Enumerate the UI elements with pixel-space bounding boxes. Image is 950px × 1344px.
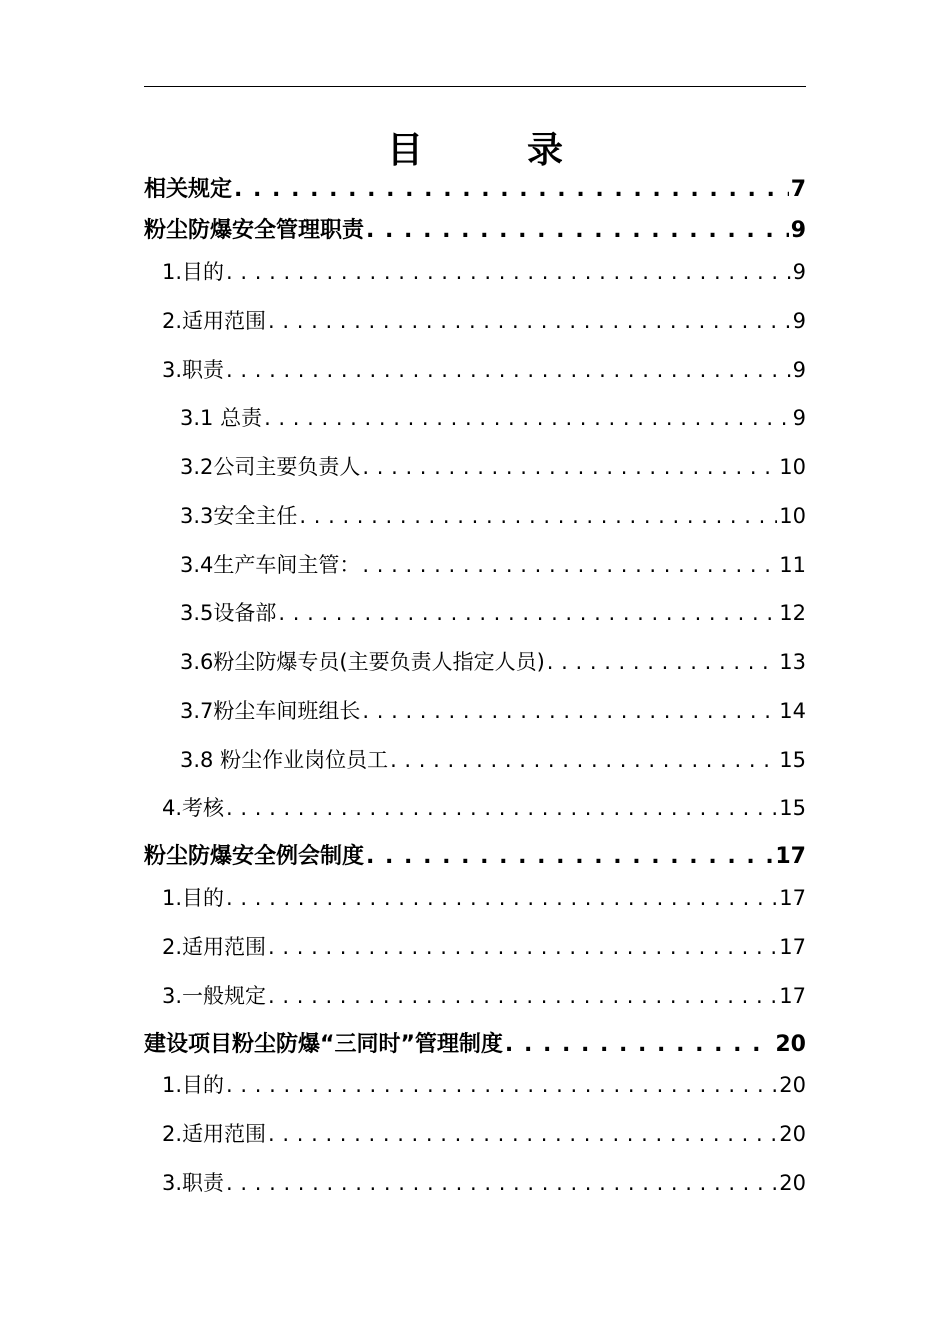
toc-dot-leader bbox=[268, 305, 791, 337]
toc-entry-text: 3.1 总责 bbox=[180, 406, 263, 430]
toc-entry[interactable] bbox=[162, 256, 806, 288]
toc-entry[interactable] bbox=[144, 215, 806, 247]
toc-entry-text: 2.适用范围 bbox=[162, 1122, 267, 1146]
toc-entry[interactable] bbox=[162, 1167, 806, 1199]
toc-entry[interactable] bbox=[180, 402, 806, 434]
toc-entry[interactable] bbox=[180, 597, 806, 629]
toc-page-number: 9 bbox=[792, 309, 806, 333]
toc-entry-text: 4.考核 bbox=[162, 796, 225, 820]
toc-dot-leader bbox=[226, 882, 777, 914]
toc-entry-text: 3.8 粉尘作业岗位员工 bbox=[180, 748, 389, 772]
toc-entry[interactable] bbox=[180, 744, 806, 776]
toc-dot-leader bbox=[268, 1118, 777, 1150]
toc-dot-leader bbox=[226, 1167, 777, 1199]
toc-page-number: 9 bbox=[790, 218, 806, 243]
toc-page-number: 13 bbox=[779, 650, 806, 674]
toc-dot-leader bbox=[226, 256, 791, 288]
toc-page-number: 14 bbox=[779, 699, 806, 723]
toc-page-number: 17 bbox=[779, 935, 806, 959]
toc-entry[interactable] bbox=[162, 882, 806, 914]
toc-entry-text: 相关规定 bbox=[144, 177, 233, 202]
toc-entry[interactable] bbox=[144, 841, 806, 873]
toc-entry[interactable] bbox=[144, 1029, 806, 1061]
toc-entry-text: 1.目的 bbox=[162, 260, 225, 284]
toc-entry[interactable] bbox=[162, 305, 806, 337]
toc-dot-leader bbox=[366, 215, 789, 247]
toc-entry-text: 3.职责 bbox=[162, 358, 225, 382]
toc-entry-text: 2.适用范围 bbox=[162, 309, 267, 333]
toc-page-number: 20 bbox=[779, 1171, 806, 1195]
toc-entry-text: 粉尘防爆安全例会制度 bbox=[144, 844, 365, 869]
toc-entry-text: 粉尘防爆安全管理职责 bbox=[144, 218, 365, 243]
toc-dot-leader bbox=[362, 451, 777, 483]
toc-dot-leader bbox=[505, 1029, 773, 1061]
toc-dot-leader bbox=[366, 841, 773, 873]
toc-page-number: 9 bbox=[792, 358, 806, 382]
toc-dot-leader bbox=[226, 1069, 777, 1101]
toc-entry[interactable] bbox=[162, 1118, 806, 1150]
toc-page-number: 9 bbox=[792, 260, 806, 284]
toc-entry[interactable] bbox=[162, 792, 806, 824]
toc-dot-leader bbox=[278, 597, 777, 629]
toc-entry-text: 3.3安全主任 bbox=[180, 504, 298, 528]
toc-entry-text: 3.4生产车间主管： bbox=[180, 553, 361, 577]
toc-page-number: 17 bbox=[775, 844, 806, 869]
toc-entry-text: 1.目的 bbox=[162, 886, 225, 910]
toc-entry[interactable] bbox=[162, 980, 806, 1012]
toc-entry[interactable] bbox=[162, 354, 806, 386]
page-title: 目 录 bbox=[386, 130, 597, 171]
toc-page-number: 10 bbox=[779, 455, 806, 479]
toc-page-number: 9 bbox=[792, 406, 806, 430]
toc-dot-leader bbox=[362, 549, 777, 581]
toc-page-number: 10 bbox=[779, 504, 806, 528]
toc-entry-text: 3.职责 bbox=[162, 1171, 225, 1195]
toc-entry[interactable] bbox=[180, 549, 806, 581]
toc-dot-leader bbox=[299, 500, 777, 532]
toc-page-number: 11 bbox=[779, 553, 806, 577]
toc-page-number: 12 bbox=[779, 601, 806, 625]
toc-entry-text: 1.目的 bbox=[162, 1073, 225, 1097]
toc-entry[interactable] bbox=[162, 931, 806, 963]
toc-entry-text: 2.适用范围 bbox=[162, 935, 267, 959]
toc-page-number: 17 bbox=[779, 886, 806, 910]
toc-dot-leader bbox=[362, 695, 777, 727]
toc-entry-text: 3.5设备部 bbox=[180, 601, 277, 625]
toc-entry-text: 3.6粉尘防爆专员(主要负责人指定人员) bbox=[180, 650, 545, 674]
toc-dot-leader bbox=[226, 354, 791, 386]
toc-page-number: 20 bbox=[779, 1122, 806, 1146]
toc-entry[interactable] bbox=[180, 500, 806, 532]
toc-dot-leader bbox=[268, 980, 777, 1012]
toc-entry[interactable] bbox=[180, 695, 806, 727]
toc-dot-leader bbox=[547, 646, 777, 678]
toc-dot-leader bbox=[264, 402, 791, 434]
toc-page-number: 17 bbox=[779, 984, 806, 1008]
toc-entry-text: 3.2公司主要负责人 bbox=[180, 455, 361, 479]
toc-page-number: 15 bbox=[779, 748, 806, 772]
toc-page-number: 15 bbox=[779, 796, 806, 820]
toc-entry[interactable] bbox=[162, 1069, 806, 1101]
header-rule bbox=[144, 86, 806, 87]
toc-dot-leader bbox=[268, 931, 777, 963]
toc-entry-text: 3.7粉尘车间班组长 bbox=[180, 699, 361, 723]
toc-entry-text: 建设项目粉尘防爆“三同时”管理制度 bbox=[144, 1032, 503, 1057]
toc-page-number: 20 bbox=[779, 1073, 806, 1097]
toc-page-number: 20 bbox=[775, 1032, 806, 1057]
toc-dot-leader bbox=[234, 174, 789, 206]
toc-entry[interactable] bbox=[180, 646, 806, 678]
toc-dot-leader bbox=[390, 744, 777, 776]
toc-entry-text: 3.一般规定 bbox=[162, 984, 267, 1008]
toc-entry[interactable] bbox=[180, 451, 806, 483]
toc-page-number: 7 bbox=[790, 177, 806, 202]
toc-entry[interactable] bbox=[144, 174, 806, 206]
toc-dot-leader bbox=[226, 792, 777, 824]
